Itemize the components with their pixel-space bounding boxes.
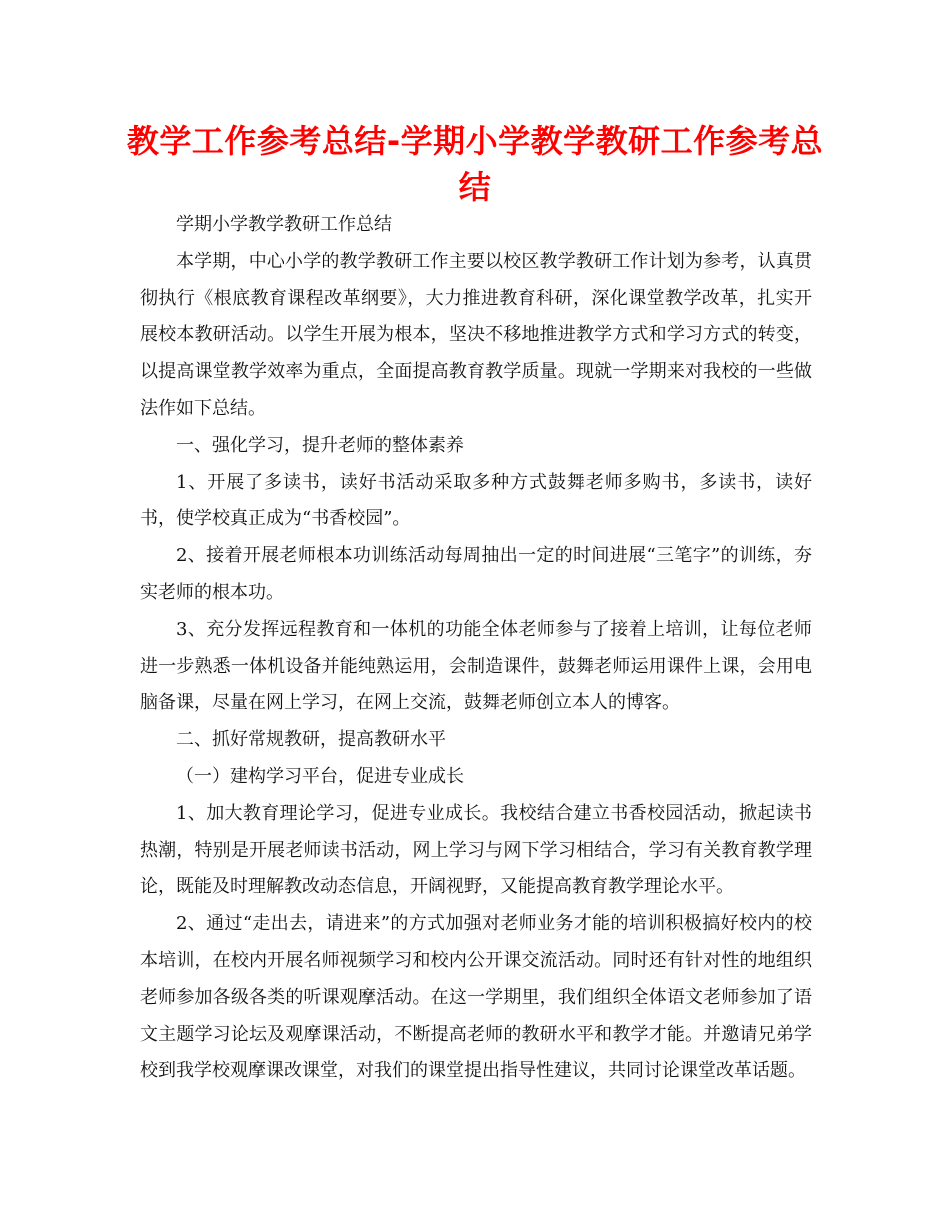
section-heading: 二、抓好常规教研，提高教研水平: [176, 729, 446, 751]
body-paragraph: 2、通过“走出去，请进来”的方式加强对老师业务才能的培训积极搞好校内的校本培训，在校内开展名师视频学习和校内公开课交流活动。同时还有针对性的地组织老师参加各级各类的听课观摩活动。在这一学期里，我们组织全体语文老师参加了语文主题学习论坛及观摩课活动，不断提高老师的教研水平和教学才能。并邀请兄弟学校到我学校观摩课改课堂，对我们的课堂提出指导性建议，共同讨论课堂改革话题。: [140, 913, 812, 1082]
document-subtitle: 学期小学教学教研工作总结: [176, 214, 392, 235]
body-paragraph: 1、开展了多读书，读好书活动采取多种方式鼓舞老师多购书，多读书，读好书，使学校真正成为“书香校园”。: [140, 471, 812, 530]
intro-paragraph: 本学期，中心小学的教学教研工作主要以校区教学教研工作计划为参考，认真贯彻执行《根底教育课程改革纲要》，大力推进教育科研，深化课堂教学改革，扎实开展校本教研活动。以学生开展为根本，坚决不移地推进教学方式和学习方式的转变，以提高课堂教学效率为重点，全面提高教育教学质量。现就一学期来对我校的一些做法作如下总结。: [140, 250, 812, 419]
body-paragraph: 2、接着开展老师根本功训练活动每周抽出一定的时间进展“三笔字”的训练，夯实老师的根本功。: [140, 545, 812, 603]
subsection-heading: （一）建构学习平台，促进专业成长: [176, 765, 464, 787]
section-heading: 一、强化学习，提升老师的整体素养: [176, 434, 464, 456]
document-body: [140, 207, 812, 1090]
body-paragraph: 3、充分发挥远程教育和一体机的功能全体老师参与了接着上培训，让每位老师进一步熟悉一体机设备并能纯熟运用，会制造课件，鼓舞老师运用课件上课，会用电脑备课，尽量在网上学习，在网上交流，鼓舞老师创立本人的博客。: [140, 618, 812, 714]
body-paragraph: 1、加大教育理论学习，促进专业成长。我校结合建立书香校园活动，掀起读书热潮，特别是开展老师读书活动，网上学习与网下学习相结合，学习有关教育教学理论，既能及时理解教改动态信息，开阔视野，又能提高教育教学理论水平。: [140, 802, 812, 898]
document-title: 教学工作参考总结-学期小学教学教研工作参考总结: [126, 122, 824, 206]
